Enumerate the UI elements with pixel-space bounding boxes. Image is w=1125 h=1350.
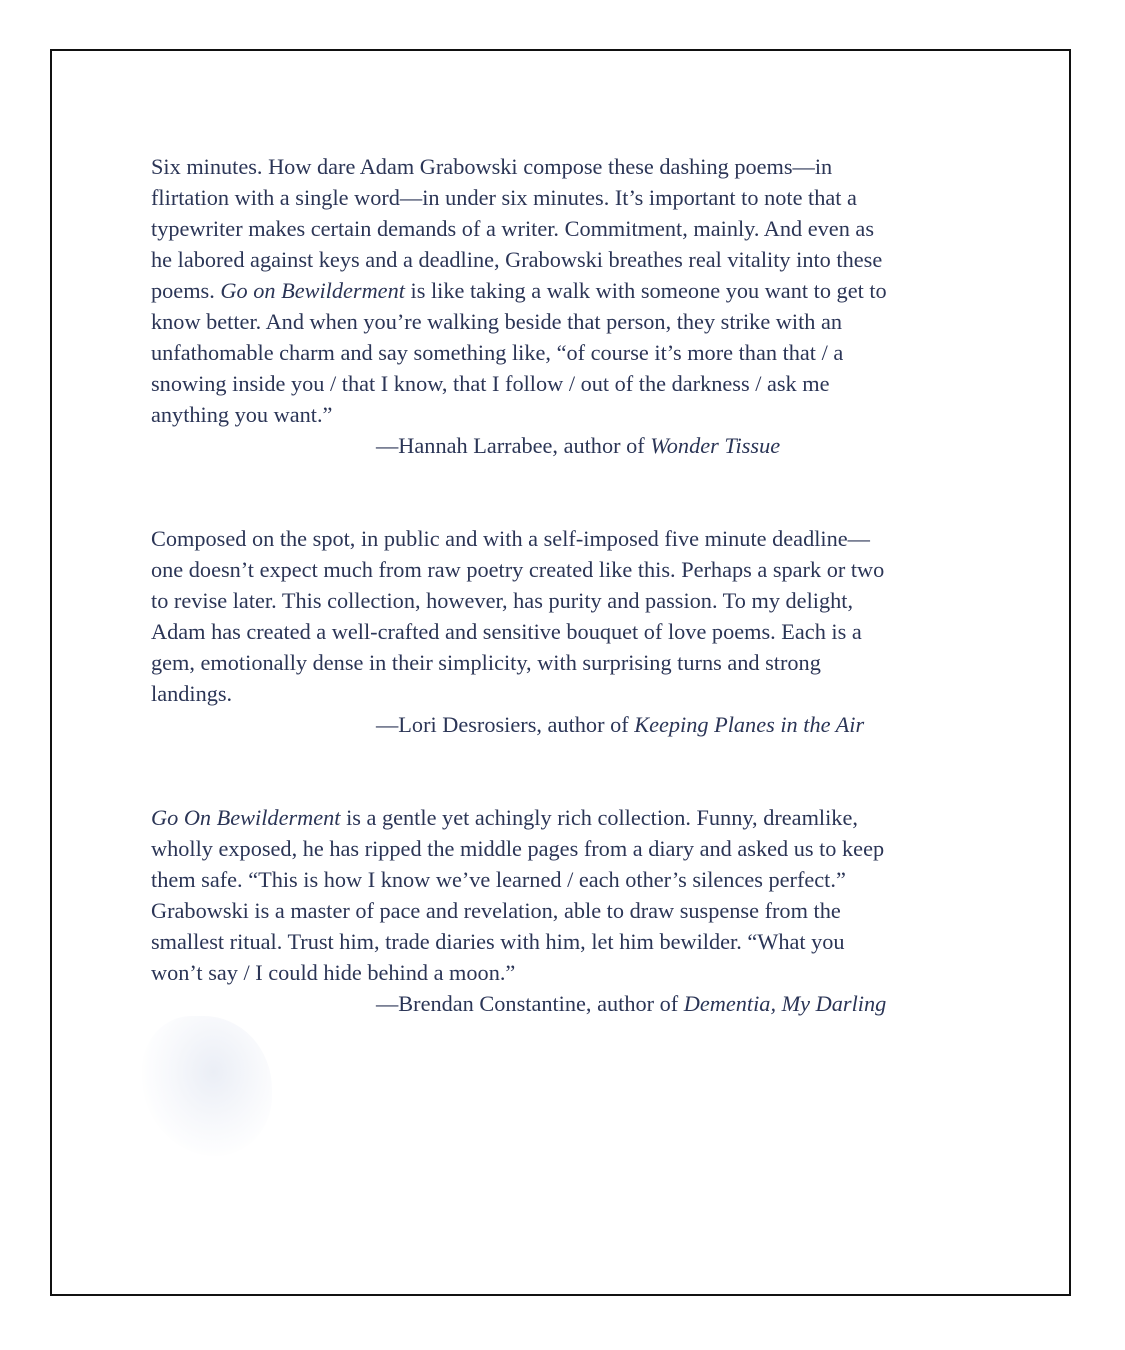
blurb-larrabee: [151, 151, 991, 461]
blurb-line: snowing inside you / that I know, that I follow / out of the darkness / ask me: [151, 371, 830, 396]
blurb-line: them safe. “This is how I know we’ve learned / each other’s silences perfect.”: [151, 867, 846, 892]
attribution-author: —Lori Desrosiers, author of: [376, 712, 635, 737]
text-segment: is a gentle yet achingly rich collection. Funny, dreamlike,: [340, 805, 858, 830]
attribution: [151, 988, 991, 1019]
attribution: [151, 709, 991, 740]
blurbs-content: [151, 151, 991, 1019]
blurb-line: to revise later. This collection, however, has purity and passion. To my delight,: [151, 588, 854, 613]
blurb-line: gem, emotionally dense in their simplicity, with surprising turns and strong: [151, 650, 821, 675]
blurb-desrosiers: [151, 523, 991, 740]
blurb-constantine: [151, 802, 991, 1019]
page-frame: [50, 49, 1071, 1296]
blurb-line: [151, 275, 991, 306]
blurb-line: he labored against keys and a deadline, Grabowski breathes real vitality into these: [151, 247, 883, 272]
book-title: Go on Bewilderment: [220, 278, 405, 303]
spacer: [151, 461, 991, 523]
text-segment: is like taking a walk with someone you want to get to: [404, 278, 887, 303]
attribution: [151, 430, 991, 461]
spacer: [151, 740, 991, 802]
text-segment: poems.: [151, 278, 221, 303]
blurb-line: Grabowski is a master of pace and revelation, able to draw suspense from the: [151, 898, 841, 923]
blurb-line: won’t say / I could hide behind a moon.”: [151, 960, 516, 985]
attribution-book-title: Wonder Tissue: [650, 433, 781, 458]
blurb-line: flirtation with a single word—in under six minutes. It’s important to note that a: [151, 185, 857, 210]
blurb-line: typewriter makes certain demands of a writer. Commitment, mainly. And even as: [151, 216, 875, 241]
blurb-line: know better. And when you’re walking beside that person, they strike with an: [151, 309, 843, 334]
blurb-line: landings.: [151, 681, 233, 706]
blurb-line: unfathomable charm and say something like, “of course it’s more than that / a: [151, 340, 844, 365]
book-title: Go On Bewilderment: [151, 805, 341, 830]
blurb-line: Composed on the spot, in public and with a self-imposed five minute deadline—: [151, 526, 870, 551]
blurb-line: Adam has created a well-crafted and sensitive bouquet of love poems. Each is a: [151, 619, 862, 644]
attribution-book-title: Keeping Planes in the Air: [634, 712, 865, 737]
blurb-line: anything you want.”: [151, 402, 333, 427]
blurb-line: wholly exposed, he has ripped the middle pages from a diary and asked us to keep: [151, 836, 885, 861]
blurb-line: one doesn’t expect much from raw poetry created like this. Perhaps a spark or two: [151, 557, 885, 582]
attribution-author: —Brendan Constantine, author of: [376, 991, 684, 1016]
blurb-line: smallest ritual. Trust him, trade diaries with him, let him bewilder. “What you: [151, 929, 845, 954]
attribution-book-title: Dementia, My Darling: [683, 991, 887, 1016]
blurb-line: [151, 802, 991, 833]
attribution-author: —Hannah Larrabee, author of: [376, 433, 651, 458]
faint-smudge: [142, 1016, 272, 1156]
blurb-line: Six minutes. How dare Adam Grabowski compose these dashing poems—in: [151, 154, 833, 179]
